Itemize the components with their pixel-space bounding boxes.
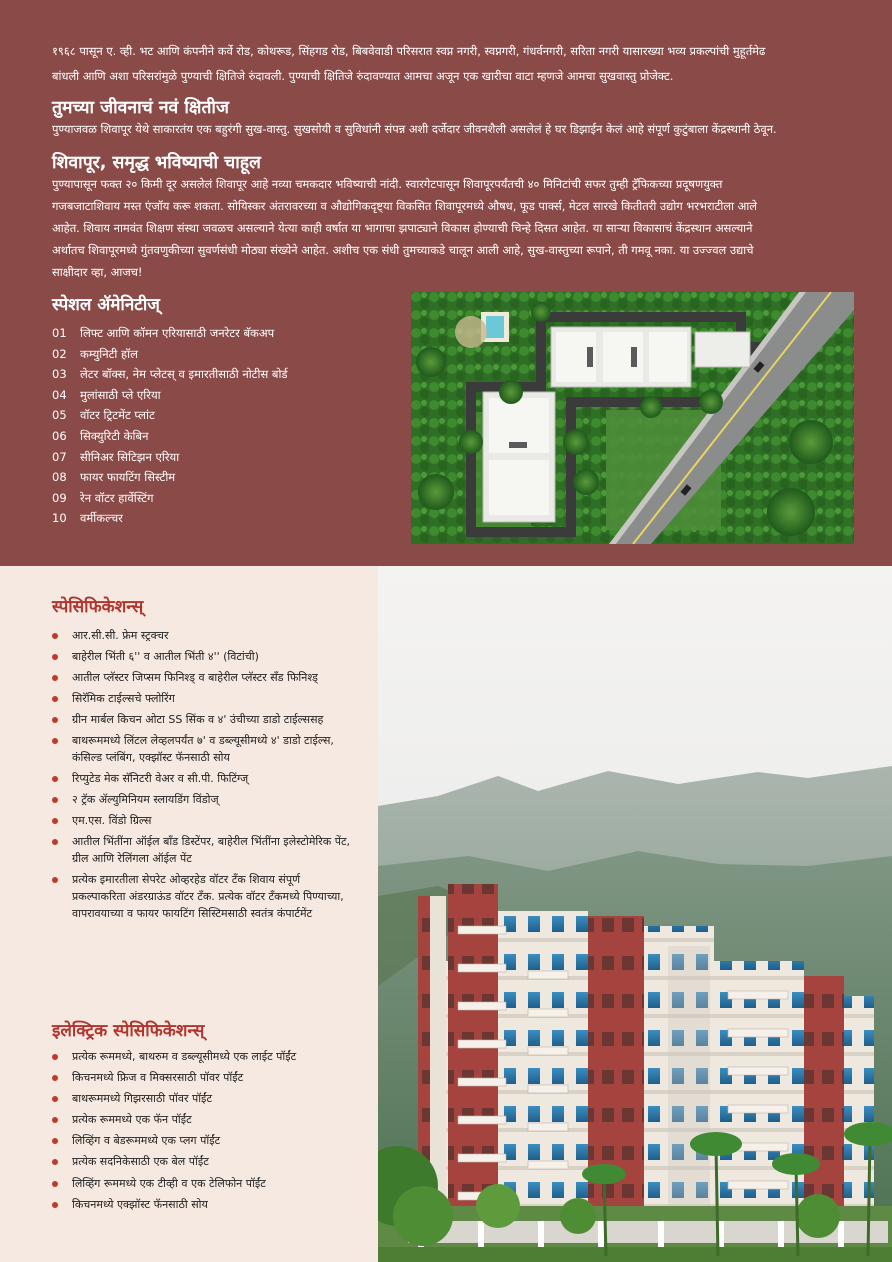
section-heading-horizon: तुमच्या जीवनाचं नवं क्षितीज <box>52 98 229 118</box>
electrical-item: किचनमध्ये एक्झॉस्ट फॅनसाठी सोय <box>52 1196 352 1213</box>
amenity-label: लिफ्ट आणि कॉमन एरियासाठी जनरेटर बॅकअप <box>80 326 275 340</box>
electrical-item: प्रत्येक सदनिकेसाठी एक बेल पॉईंट <box>52 1153 352 1170</box>
amenity-number: 08 <box>52 470 67 485</box>
amenity-label: लेटर बॉक्स, नेम प्लेटस् व इमारतीसाठी नोटीस बोर्ड <box>80 367 288 382</box>
spec-item: ग्रीन मार्बल किचन ओटा SS सिंक व ४' उंचीच्या डाडो टाईल्ससह <box>52 711 352 728</box>
shivapur-line: आहेत. शिवाय नामवंत शिक्षण संस्था जवळच असल्याने येत्या काही वर्षात या भागाचा झपाट्याने विकास होण्याची चिन्हे दिसत आहेत. या साऱ्या विकासाचं केंद्रस्थान असल्याने <box>52 221 753 235</box>
amenity-item <box>52 347 288 368</box>
amenity-number: 10 <box>52 511 67 526</box>
electrical-item: बाथरूममध्ये गिझरसाठी पॉवर पॉईंट <box>52 1090 352 1107</box>
electrical-list <box>52 1048 352 1217</box>
amenities-list <box>52 326 288 532</box>
electrical-heading: इलेक्ट्रिक स्पेसिफिकेशन्स् <box>52 1021 205 1041</box>
spec-item: बाहेरील भिंती ६'' व आतील भिंती ४'' (विटांची) <box>52 648 352 665</box>
amenity-label: वर्मीकल्चर <box>80 511 123 526</box>
amenity-item <box>52 491 288 512</box>
amenity-label: फायर फायटिंग सिस्टीम <box>80 470 176 485</box>
amenity-label: वॉटर ट्रिटमेंट प्लांट <box>80 408 155 423</box>
amenity-number: 05 <box>52 408 67 423</box>
spec-item: रिप्युटेड मेक सॅनिटरी वेअर व सी.पी. फिटिंग्ज् <box>52 770 352 787</box>
electrical-item: लिव्हिंग रूममध्ये एक टीव्ही व एक टेलिफोन पॉईंट <box>52 1175 352 1192</box>
spec-item: आर.सी.सी. फ्रेम स्ट्रक्चर <box>52 627 352 644</box>
electrical-item: किचनमध्ये फ्रिज व मिक्सरसाठी पॉवर पॉईंट <box>52 1069 352 1086</box>
building-render-image <box>378 566 892 1262</box>
amenity-label: सिक्युरिटी केबिन <box>80 428 149 443</box>
spec-item: २ ट्रॅक ॲल्युमिनियम स्लायडिंग विंडोज् <box>52 791 352 808</box>
section-text-horizon: पुण्याजवळ शिवापूर येथे साकारतंय एक बहुरंगी सुख-वास्तु. सुखसोयी व सुविधांनी संपन्न अशी दर्जेदार जीवनशैली असलेलं हे घर डिझाईन केलं आहे संपूर्ण कुटुंबाला केंद्रस्थानी ठेवून. <box>52 122 777 136</box>
spec-item: प्रत्येक इमारतीला सेपरेट ओव्हरहेड वॉटर टँक शिवाय संपूर्ण प्रकल्पाकरिता अंडरग्राऊंड वॉटर टँक. प्रत्येक वॉटर टँकमध्ये पिण्याच्या, वापरावयाच्या व फायर फायटिंग सिस्टिमसाठी स्वतंत्र कंपार्टमेंट <box>52 871 352 922</box>
intro-line-2: बांधली आणि अशा परिसरांमुळे पुण्याची क्षितिजे रुंदावली. पुण्याची क्षितिजे रुंदावण्यात आमचा अजून एक खारीचा वाटा म्हणजे आमचा सुखवास्तु प्रोजेक्ट. <box>52 69 674 83</box>
amenity-item <box>52 408 288 429</box>
specifications-list <box>52 627 352 926</box>
amenity-number: 09 <box>52 490 67 505</box>
amenity-item <box>52 511 288 532</box>
shivapur-line: गजबजाटाशिवाय मस्त एंजॉय करू शकता. सोयिस्कर अंतरावरच्या व औद्योगिकदृष्ट्या विकसित शिवापूरमध्ये औषध, फूड पार्क्स, मेटल सारखे कितीतरी उद्योग भरभराटीला आले <box>52 199 757 213</box>
electrical-item: लिव्हिंग व बेडरूममध्ये एक प्लग पॉईंट <box>52 1132 352 1149</box>
spec-item: बाथरूममध्ये लिंटल लेव्हलपर्यंत ७' व डब्ल्यूसीमध्ये ४' डाडो टाईल्स, कंसिल्ड प्लंबिंग, एक्झॉस्ट फॅनसाठी सोय <box>52 732 352 766</box>
amenity-item <box>52 429 288 450</box>
electrical-item: प्रत्येक रूममध्ये, बाथरुम व डब्ल्यूसीमध्ये एक लाईट पॉईंट <box>52 1048 352 1065</box>
spec-item: आतील प्लॅस्टर जिप्सम फिनिश्ड् व बाहेरील प्लॅस्टर सँड फिनिश्ड् <box>52 669 352 686</box>
shivapur-line: साक्षीदार व्हा, आजच! <box>52 265 143 279</box>
amenity-item <box>52 326 288 347</box>
amenity-number: 04 <box>52 387 67 402</box>
section-heading-shivapur: शिवापूर, समृद्ध भविष्याची चाहूल <box>52 153 261 173</box>
specifications-panel <box>0 566 378 1262</box>
amenity-number: 07 <box>52 449 67 464</box>
amenity-number: 02 <box>52 346 67 361</box>
site-plan-aerial-image <box>411 292 854 544</box>
intro-line-1: १९६८ पासून ए. व्ही. भट आणि कंपनीने कर्वे रोड, कोथरूड, सिंहगड रोड, बिबवेवाडी परिसरात स्वप्न नगरी, स्वप्नगरी, गंधर्वनगरी, सरिता नगरी यासारख्या भव्य प्रकल्पांची मुहूर्तमेढ <box>52 44 766 58</box>
amenity-number: 01 <box>52 326 67 340</box>
amenity-label: रेन वॉटर हार्वेस्टिंग <box>80 490 154 505</box>
spec-item: आतील भिंतींना ऑईल बाँड डिस्टेंपर, बाहेरील भिंतींना इलेस्टोमेरिक पेंट, ग्रील आणि रेलिंगला ऑईल पेंट <box>52 833 352 867</box>
amenity-number: 03 <box>52 367 67 382</box>
spec-item: सिरॅमिक टाईल्सचे फ्लोरिंग <box>52 690 352 707</box>
amenity-item <box>52 367 288 388</box>
intro-panel <box>0 0 892 566</box>
amenity-item <box>52 470 288 491</box>
electrical-item: प्रत्येक रूममध्ये एक फॅन पॉईंट <box>52 1111 352 1128</box>
amenity-item <box>52 388 288 409</box>
amenity-label: मुलांसाठी प्ले एरिया <box>80 387 161 402</box>
spec-item: एम.एस. विंडो ग्रिल्स <box>52 812 352 829</box>
amenities-heading: स्पेशल ॲमेनिटीज् <box>52 295 160 315</box>
amenity-number: 06 <box>52 428 67 443</box>
amenity-label: कम्युनिटी हॉल <box>80 346 138 361</box>
amenity-item <box>52 450 288 471</box>
shivapur-line: पुण्यापासून फक्त २० किमी दूर असलेलं शिवापूर आहे नव्या चमकदार भविष्याची नांदी. स्वारगेटपासून शिवापूरपर्यंतची ४० मिनिटांची सफर तुम्ही ट्रॅफिकच्या प्रदूषणयुक्त <box>52 177 723 191</box>
specifications-heading: स्पेसिफिकेशन्स् <box>52 597 144 617</box>
amenity-label: सीनिअर सिटिझन एरिया <box>80 449 180 464</box>
shivapur-line: अर्थातच शिवापूरमध्ये गुंतवणुकीच्या सुवर्णसंधी मोठ्या संख्येने आहेत. अशीच एक संधी तुमच्याकडे चालून आली आहे, सुख-वास्तुच्या रूपाने, ती गमवू नका. या उज्ज्वल उद्याचे <box>52 243 754 257</box>
